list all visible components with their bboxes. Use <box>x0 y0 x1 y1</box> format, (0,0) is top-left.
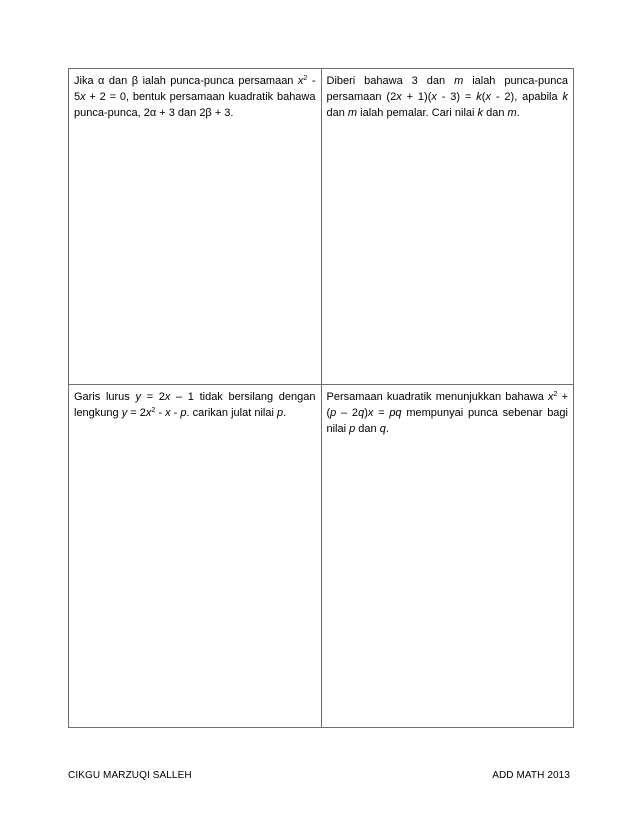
question-4-text: Persamaan kuadratik menunjukkan bahawa $x^2 + (p - 2q)x$ = pq mempunyai punca sebenar bagi nilai p dan q. <box>326 391 568 435</box>
footer-author: CIKGU MARZUQI SALLEH <box>68 770 192 781</box>
question-cell-1 <box>69 69 322 385</box>
question-row-2 <box>69 385 574 728</box>
question-cell-3 <box>69 385 322 728</box>
question-2-text: Diberi bahawa 3 dan m ialah punca-punca persamaan (2x + 1)(x - 3) = k(x - 2), apabila k dan m ialah pemalar. Cari nilai k dan m. <box>326 75 569 119</box>
question-cell-4 <box>321 385 574 728</box>
footer-subject-year: ADD MATH 2013 <box>492 770 570 781</box>
question-grid <box>68 68 574 728</box>
question-row-1 <box>69 69 574 385</box>
question-3-text: Garis lurus y = 2x – 1 tidak bersilang dengan lengkung $y = 2x^2 - x - p$. carikan julat nilai p. <box>74 391 316 419</box>
question-cell-2 <box>321 69 574 385</box>
question-1-text: Jika α dan β ialah punca-punca persamaan $x^2 - 5x + 2 = 0$, bentuk persamaan kuadratik bahawa punca-punca, 2α + 3 dan 2β + 3. <box>74 75 316 119</box>
